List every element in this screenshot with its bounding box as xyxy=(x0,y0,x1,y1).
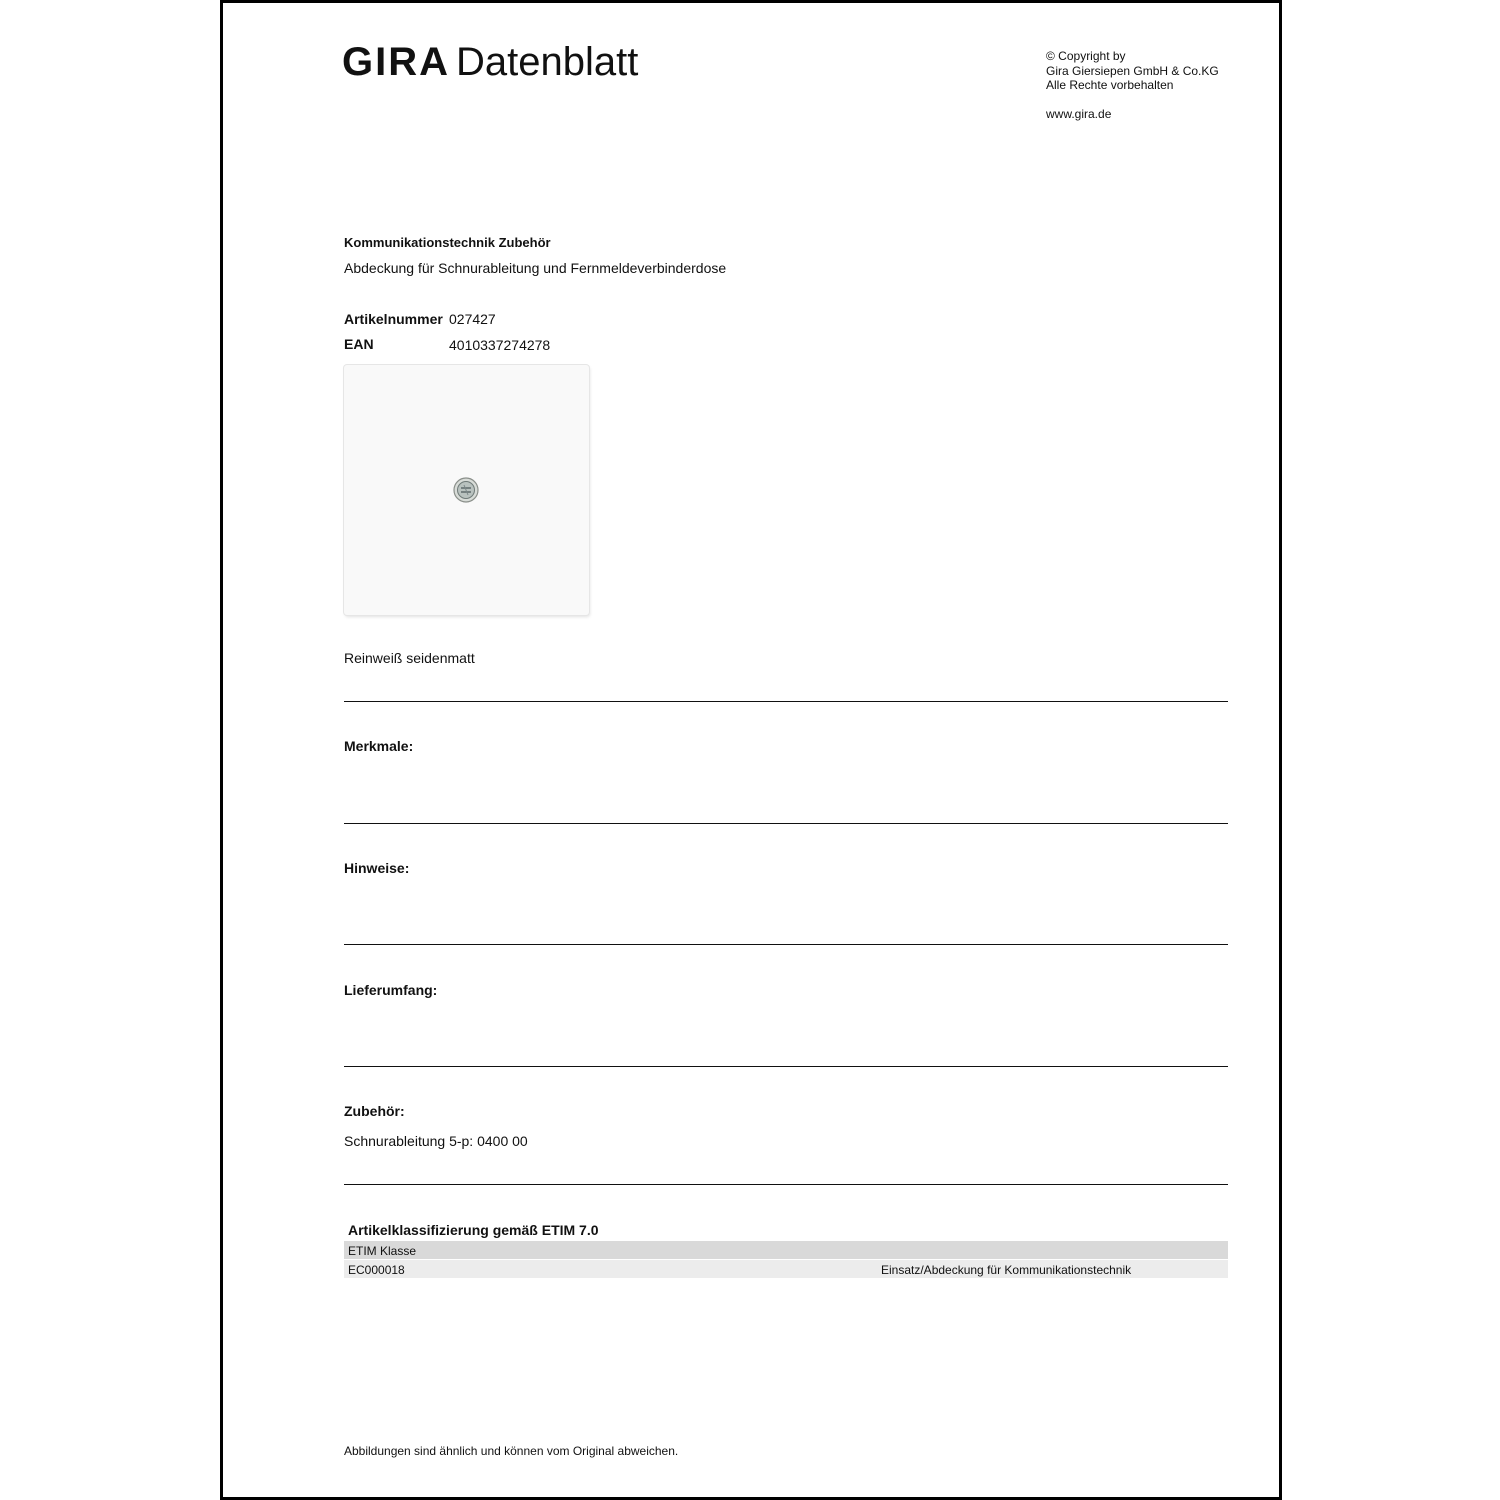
features-heading: Merkmale: xyxy=(344,738,414,754)
etim-table-header xyxy=(344,1241,1228,1259)
copyright-line: © Copyright by xyxy=(1046,49,1126,63)
disclaimer: Abbildungen sind ähnlich und können vom Original abweichen. xyxy=(344,1444,679,1458)
etim-header-label: ETIM Klasse xyxy=(348,1244,417,1258)
product-category: Kommunikationstechnik Zubehör xyxy=(344,235,551,250)
divider xyxy=(344,1184,1228,1185)
brand-name: GIRA xyxy=(342,40,450,84)
screw-icon xyxy=(453,477,479,503)
etim-table-row xyxy=(344,1260,1228,1278)
divider xyxy=(344,1066,1228,1067)
doc-type: Datenblatt xyxy=(456,40,639,84)
product-description: Abdeckung für Schnurableitung und Fernmeldeverbinderdose xyxy=(344,260,727,276)
accessories-text: Schnurableitung 5-p: 0400 00 xyxy=(344,1133,528,1149)
etim-title: Artikelklassifizierung gemäß ETIM 7.0 xyxy=(348,1222,599,1238)
copyright-line: Gira Giersiepen GmbH & Co.KG xyxy=(1046,63,1219,78)
website-url: www.gira.de xyxy=(1046,106,1112,121)
ean-value: 4010337274278 xyxy=(449,337,551,353)
product-image xyxy=(344,365,589,615)
accessories-heading: Zubehör: xyxy=(344,1103,405,1119)
etim-class-name: Einsatz/Abdeckung für Kommunikationstechnik xyxy=(881,1263,1132,1277)
article-number-value: 027427 xyxy=(449,311,496,327)
article-number-label: Artikelnummer xyxy=(344,311,443,327)
divider xyxy=(344,701,1228,702)
scope-heading: Lieferumfang: xyxy=(344,982,438,998)
notes-heading: Hinweise: xyxy=(344,860,410,876)
gira-datenblatt-logo xyxy=(342,42,638,82)
copyright-line: Alle Rechte vorbehalten xyxy=(1046,78,1174,92)
divider xyxy=(344,823,1228,824)
divider xyxy=(344,944,1228,945)
product-color: Reinweiß seidenmatt xyxy=(344,650,475,666)
etim-code: EC000018 xyxy=(348,1263,405,1277)
copyright-block xyxy=(1046,49,1219,121)
ean-label: EAN xyxy=(344,336,374,352)
